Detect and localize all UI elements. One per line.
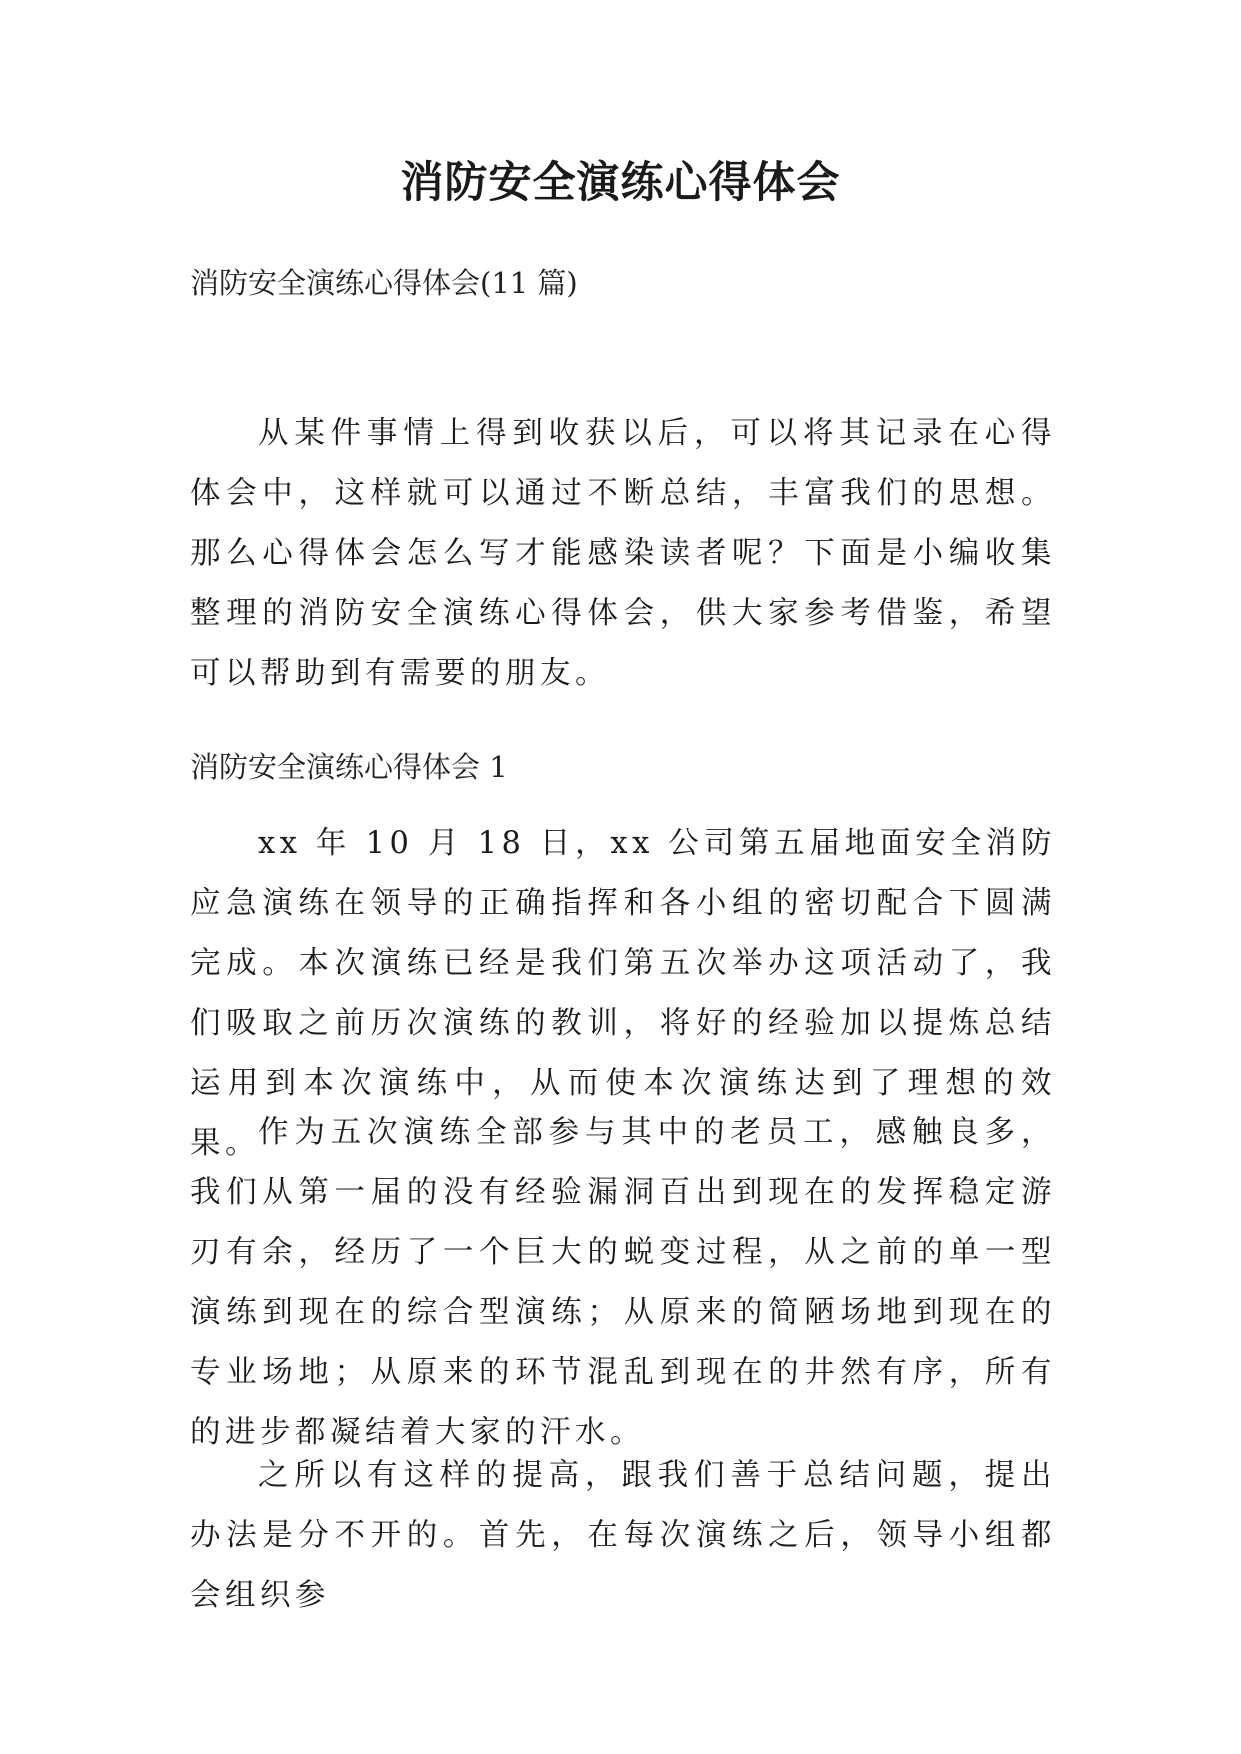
- section-heading: 消防安全演练心得体会 1: [190, 750, 508, 784]
- document-subtitle: 消防安全演练心得体会(11 篇): [190, 266, 578, 300]
- body-paragraph: 作为五次演练全部参与其中的老员工，感触良多，我们从第一届的没有经验漏洞百出到现在的发挥稳定游刃有余，经历了一个巨大的蜕变过程，从之前的单一型演练到现在的综合型演练；从原来的简陋场地到现在的专业场地；从原来的环节混乱到现在的井然有序，所有的进步都凝结着大家的汗水。: [190, 1115, 1056, 1450]
- body-paragraph: xx 年 10 月 18 日，xx 公司第五届地面安全消防应急演练在领导的正确指挥和各小组的密切配合下圆满完成。本次演练已经是我们第五次举办这项活动了，我们吸取之前历次演练的教训，将好的经验加以提炼总结运用到本次演练中，从而使本次演练达到了理想的效果。: [190, 826, 1056, 1161]
- body-paragraph: 之所以有这样的提高，跟我们善于总结问题，提出办法是分不开的。首先，在每次演练之后，领导小组都会组织参: [190, 1458, 1056, 1613]
- intro-paragraph: 从某件事情上得到收获以后，可以将其记录在心得体会中，这样就可以通过不断总结，丰富我们的思想。那么心得体会怎么写才能感染读者呢？下面是小编收集整理的消防安全演练心得体会，供大家参考借鉴，希望可以帮助到有需要的朋友。: [190, 416, 1056, 691]
- document-title: 消防安全演练心得体会: [400, 158, 841, 208]
